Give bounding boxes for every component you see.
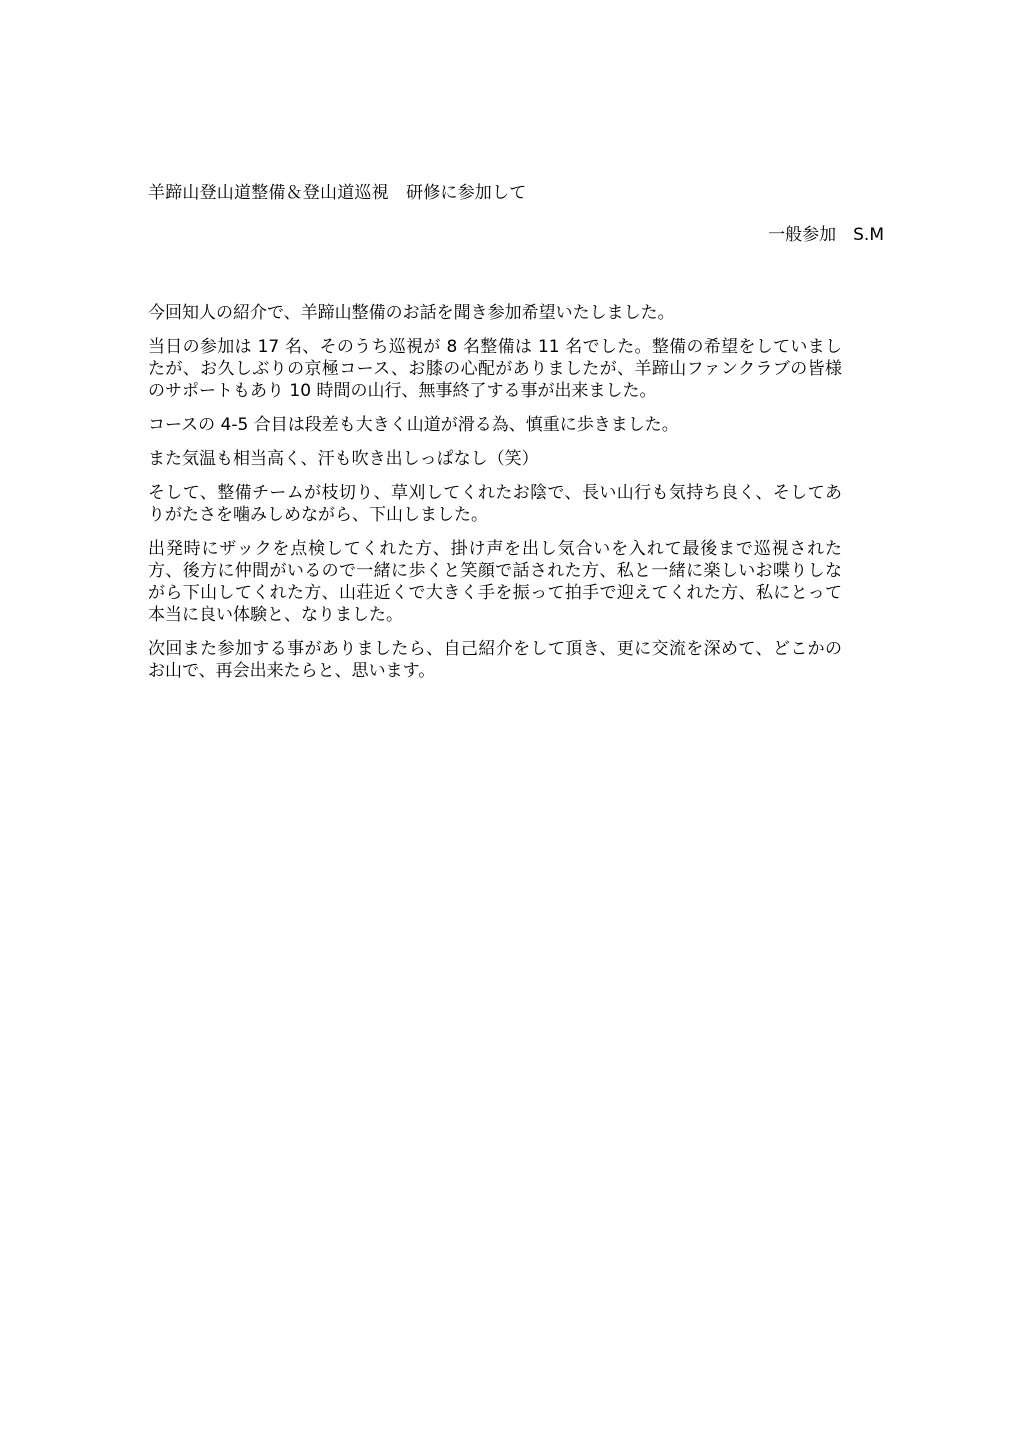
paragraph-intro: 今回知人の紹介で、羊蹄山整備のお話を聞き参加希望いたしました。	[148, 303, 675, 323]
paragraph-closing: 次回また参加する事がありましたら、自己紹介をして頂き、更に交流を深めて、どこかのお山で、再会出来たらと、思います。	[148, 639, 842, 681]
paragraph-thanks: 出発時にザックを点検してくれた方、掛け声を出し気合いを入れて最後まで巡視された方、後方に仲間がいるので一緒に歩くと笑顔で話された方、私と一緒に楽しいお喋りしながら下山してくれた方、山荘近くで大きく手を振って拍手で迎えてくれた方、私にとって本当に良い体験と、なりました。	[148, 539, 842, 625]
paragraph-maintenance-team: そして、整備チームが枝切り、草刈してくれたお陰で、長い山行も気持ち良く、そしてありがたさを噛みしめながら、下山しました。	[148, 483, 842, 525]
author-line: 一般参加 S.M	[768, 225, 884, 245]
paragraph-course: コースの 4-5 合目は段差も大きく山道が滑る為、慎重に歩きました。	[148, 415, 679, 435]
document-title: 羊蹄山登山道整備＆登山道巡視 研修に参加して	[148, 183, 527, 203]
document-body	[148, 302, 842, 694]
paragraph-temperature: また気温も相当高く、汗も吹き出しっぱなし（笑）	[148, 449, 539, 469]
paragraph-participants: 当日の参加は 17 名、そのうち巡視が 8 名整備は 11 名でした。整備の希望をしていましたが、お久しぶりの京極コース、お膝の心配がありましたが、羊蹄山ファンクラブの皆様のサポートもあり 10 時間の山行、無事終了する事が出来ました。	[148, 337, 842, 401]
